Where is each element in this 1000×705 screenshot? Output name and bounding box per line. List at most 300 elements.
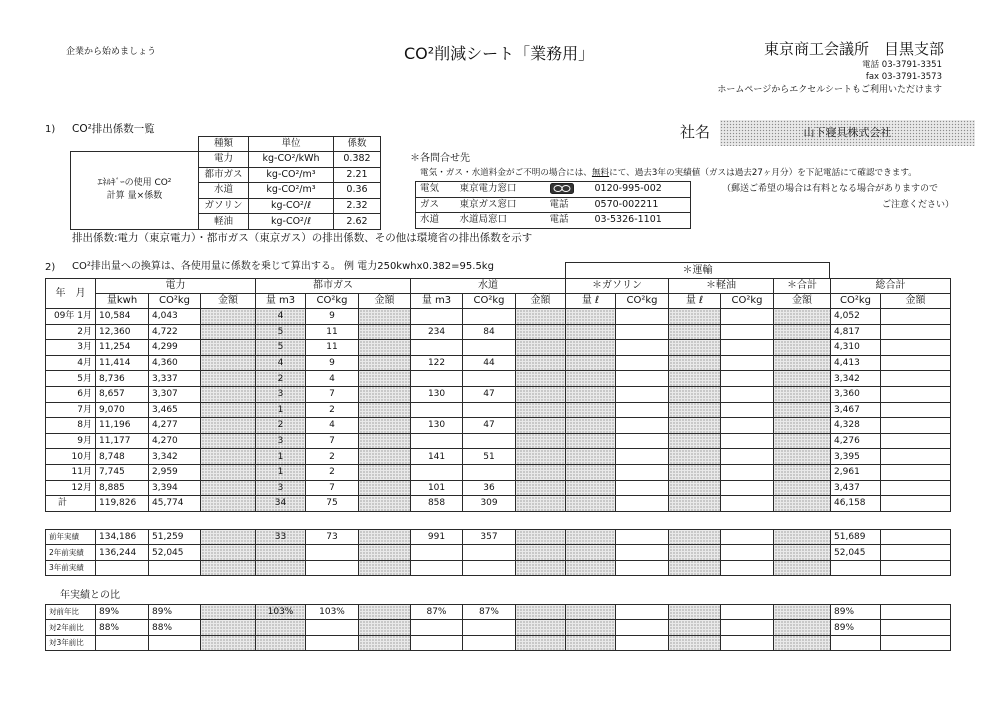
cell-grand-total-amount	[881, 386, 951, 402]
factor-value: 2.32	[334, 198, 381, 214]
factor-unit: kg-CO²/ℓ	[249, 198, 334, 214]
cell-diesel-liter	[669, 371, 721, 387]
month-row	[46, 355, 951, 371]
cell-water-m3	[411, 402, 463, 418]
cell-gasoline-liter	[566, 496, 616, 512]
cell-water-amount	[516, 480, 566, 496]
cell-electric-kwh: 8,736	[96, 371, 149, 387]
cell-water-co2	[463, 545, 516, 560]
cell-gas-m3	[256, 635, 306, 650]
cell-water-amount	[516, 418, 566, 434]
cell-water-co2	[463, 309, 516, 325]
transport-header: ＊運輸	[565, 262, 830, 279]
cell-transport-total-amount	[774, 545, 831, 560]
cell-gas-amount	[359, 433, 411, 449]
cell-electric-kwh: 11,177	[96, 433, 149, 449]
cell-gasoline-liter	[566, 605, 616, 620]
cell-diesel-co2	[721, 480, 774, 496]
cell-electric-kwh: 11,196	[96, 418, 149, 434]
cell-water-m3: 87%	[411, 605, 463, 620]
cell-water-m3	[411, 371, 463, 387]
cell-diesel-liter	[669, 605, 721, 620]
cell-gas-m3: 33	[256, 530, 306, 545]
cell-gas-amount	[359, 449, 411, 465]
cell-gasoline-liter	[566, 402, 616, 418]
cell-gasoline-liter	[566, 635, 616, 650]
cell-grand-total-co2: 3,360	[831, 386, 881, 402]
cell-electric-amount	[201, 433, 256, 449]
factor-value: 2.62	[334, 214, 381, 230]
cell-electric-co2: 2,959	[149, 464, 201, 480]
cell-electric-amount	[201, 402, 256, 418]
section2-heading: CO²排出量への換算は、各使用量に係数を乗じて算出する。 例 電力250kwhx0.382=95.5kg	[72, 261, 494, 272]
cell-water-amount	[516, 433, 566, 449]
cell-water-amount	[516, 545, 566, 560]
ratio-row	[46, 635, 951, 650]
cell-grand-total-co2: 4,817	[831, 324, 881, 340]
cell-gas-co2: 103%	[306, 605, 359, 620]
cell-electric-amount	[201, 355, 256, 371]
cell-diesel-co2	[721, 530, 774, 545]
cell-water-co2	[463, 402, 516, 418]
cell-electric-co2: 4,043	[149, 309, 201, 325]
cell-electric-amount	[201, 464, 256, 480]
cell-transport-total-amount	[774, 464, 831, 480]
cell-electric-amount	[201, 620, 256, 635]
cell-electric-kwh	[96, 560, 149, 575]
cell-diesel-co2	[721, 324, 774, 340]
cell-grand-total-amount	[881, 480, 951, 496]
cell-electric-kwh: 8,748	[96, 449, 149, 465]
month-row	[46, 386, 951, 402]
cell-water-co2: 357	[463, 530, 516, 545]
cell-grand-total-co2: 46,158	[831, 496, 881, 512]
cell-gas-amount	[359, 560, 411, 575]
cell-gas-co2	[306, 545, 359, 560]
organization-name: 東京商工会議所 目黒支部	[764, 40, 945, 58]
cell-diesel-liter	[669, 620, 721, 635]
cell-gas-amount	[359, 605, 411, 620]
cell-transport-total-amount	[774, 324, 831, 340]
cell-gas-amount	[359, 620, 411, 635]
cell-transport-total-amount	[774, 433, 831, 449]
cell-water-m3	[411, 433, 463, 449]
cell-gas-co2: 7	[306, 433, 359, 449]
cell-gasoline-co2	[616, 560, 669, 575]
cell-gas-m3: 4	[256, 355, 306, 371]
cell-transport-total-amount	[774, 402, 831, 418]
cell-electric-co2: 4,722	[149, 324, 201, 340]
subheader-water-co2: CO²kg	[463, 294, 516, 309]
cell-gas-m3	[256, 545, 306, 560]
cell-electric-amount	[201, 386, 256, 402]
contact-tel-label: 電話	[546, 213, 591, 229]
cell-gasoline-liter	[566, 324, 616, 340]
month-row	[46, 418, 951, 434]
month-row-label: 10月	[46, 449, 96, 465]
subheader-gas-co2: CO²kg	[306, 294, 359, 309]
factor-type: 水道	[199, 183, 249, 199]
cell-grand-total-co2: 89%	[831, 620, 881, 635]
cell-gasoline-liter	[566, 309, 616, 325]
cell-gasoline-liter	[566, 545, 616, 560]
cell-water-co2: 51	[463, 449, 516, 465]
cell-gas-amount	[359, 371, 411, 387]
cell-electric-co2: 3,342	[149, 449, 201, 465]
cell-diesel-co2	[721, 355, 774, 371]
cell-diesel-liter	[669, 309, 721, 325]
cell-gas-m3: 1	[256, 449, 306, 465]
factor-value: 0.382	[334, 152, 381, 168]
cell-gas-m3: 1	[256, 464, 306, 480]
month-row-label: 6月	[46, 386, 96, 402]
cell-diesel-co2	[721, 418, 774, 434]
contact-desk: 東京電力窓口	[456, 182, 546, 198]
cell-gas-co2: 9	[306, 309, 359, 325]
grand-total-header: 総合計	[831, 279, 951, 294]
cell-electric-kwh: 7,745	[96, 464, 149, 480]
cell-diesel-co2	[721, 371, 774, 387]
cell-grand-total-co2: 4,413	[831, 355, 881, 371]
cell-gas-co2: 7	[306, 386, 359, 402]
cell-gasoline-co2	[616, 402, 669, 418]
organization-phone: 電話 03-3791-3351	[862, 60, 942, 70]
contact-number: 0120-995-002	[591, 182, 691, 198]
cell-water-co2: 84	[463, 324, 516, 340]
cell-gas-co2: 2	[306, 449, 359, 465]
cell-gas-m3: 103%	[256, 605, 306, 620]
month-row-label: 2月	[46, 324, 96, 340]
cell-gasoline-co2	[616, 530, 669, 545]
cell-electric-amount	[201, 545, 256, 560]
month-row-label: 9月	[46, 433, 96, 449]
cell-gasoline-co2	[616, 386, 669, 402]
cell-transport-total-amount	[774, 620, 831, 635]
cell-water-amount	[516, 449, 566, 465]
cell-grand-total-amount	[881, 464, 951, 480]
cell-gas-amount	[359, 464, 411, 480]
cell-electric-amount	[201, 418, 256, 434]
contact-tel-label: 電話	[546, 197, 591, 213]
cell-water-m3: 130	[411, 418, 463, 434]
cell-electric-co2	[149, 635, 201, 650]
contacts-intro-free: 無料	[591, 168, 610, 178]
cell-grand-total-amount	[881, 545, 951, 560]
cell-gas-co2: 4	[306, 418, 359, 434]
subheader-electric-co2: CO²kg	[149, 294, 201, 309]
cell-gas-co2: 4	[306, 371, 359, 387]
cell-gasoline-liter	[566, 449, 616, 465]
cell-gasoline-liter	[566, 480, 616, 496]
month-row	[46, 309, 951, 325]
month-row-label: 3月	[46, 340, 96, 356]
cell-gas-m3: 3	[256, 480, 306, 496]
cell-transport-total-amount	[774, 371, 831, 387]
cell-water-m3: 130	[411, 386, 463, 402]
cell-diesel-co2	[721, 402, 774, 418]
cell-electric-kwh: 9,070	[96, 402, 149, 418]
cell-electric-co2: 3,337	[149, 371, 201, 387]
cell-gasoline-co2	[616, 480, 669, 496]
cell-diesel-co2	[721, 605, 774, 620]
postal-note-line2: ご注意ください）	[882, 200, 955, 210]
cell-electric-amount	[201, 480, 256, 496]
month-row	[46, 402, 951, 418]
cell-gasoline-liter	[566, 530, 616, 545]
cell-gas-co2	[306, 620, 359, 635]
cell-gas-amount	[359, 418, 411, 434]
year-month-header: 年 月	[46, 279, 96, 309]
col-type-header: 種類	[199, 137, 249, 152]
cell-water-amount	[516, 340, 566, 356]
cell-gasoline-liter	[566, 355, 616, 371]
cell-electric-co2: 3,394	[149, 480, 201, 496]
cell-diesel-co2	[721, 340, 774, 356]
website-note: ホームページからエクセルシートもご利用いただけます	[717, 85, 942, 95]
company-name: 山下寝具株式会社	[803, 126, 892, 139]
cell-water-amount	[516, 355, 566, 371]
cell-gas-m3: 5	[256, 340, 306, 356]
cell-water-amount	[516, 530, 566, 545]
cell-water-m3: 101	[411, 480, 463, 496]
ratio-row	[46, 605, 951, 620]
contact-service: 電気	[416, 182, 456, 198]
cell-grand-total-co2: 52,045	[831, 545, 881, 560]
col-coef-header: 係数	[334, 137, 381, 152]
cell-electric-co2: 4,299	[149, 340, 201, 356]
cell-diesel-liter	[669, 340, 721, 356]
ratio-row	[46, 620, 951, 635]
contacts-intro	[420, 169, 917, 179]
cell-gas-m3: 2	[256, 418, 306, 434]
cell-water-amount	[516, 386, 566, 402]
cell-electric-co2: 4,277	[149, 418, 201, 434]
cell-water-m3: 858	[411, 496, 463, 512]
cell-gasoline-liter	[566, 386, 616, 402]
cell-transport-total-amount	[774, 418, 831, 434]
contacts-intro-after: にて、過去3年の実績値（ガスは過去27ヶ月分）を下記電話にて確認できます。	[609, 168, 917, 178]
cell-gas-amount	[359, 309, 411, 325]
cell-gasoline-liter	[566, 433, 616, 449]
cell-transport-total-amount	[774, 340, 831, 356]
cell-diesel-co2	[721, 496, 774, 512]
cell-diesel-co2	[721, 309, 774, 325]
subheader-grand-total-co2: CO²kg	[831, 294, 881, 309]
cell-electric-co2	[149, 560, 201, 575]
cell-diesel-co2	[721, 545, 774, 560]
emission-factor-table	[70, 136, 381, 230]
cell-grand-total-amount	[881, 496, 951, 512]
cell-gasoline-co2	[616, 340, 669, 356]
cell-gas-amount	[359, 496, 411, 512]
cell-water-co2	[463, 371, 516, 387]
past-row-label: 前年実績	[46, 530, 96, 545]
cell-electric-co2: 4,360	[149, 355, 201, 371]
cell-electric-amount	[201, 560, 256, 575]
subheader-diesel-co2: CO²kg	[721, 294, 774, 309]
cell-diesel-liter	[669, 386, 721, 402]
cell-grand-total-co2: 4,276	[831, 433, 881, 449]
organization-fax: fax 03-3791-3573	[865, 72, 942, 82]
cell-electric-amount	[201, 496, 256, 512]
cell-gas-co2: 9	[306, 355, 359, 371]
cell-gasoline-liter	[566, 560, 616, 575]
factor-type: 電力	[199, 152, 249, 168]
cell-gas-m3: 2	[256, 371, 306, 387]
cell-transport-total-amount	[774, 449, 831, 465]
cell-electric-kwh: 119,826	[96, 496, 149, 512]
contacts-heading: ＊各問合せ先	[410, 153, 470, 164]
factor-type: ガソリン	[199, 198, 249, 214]
blank-corner	[71, 137, 199, 152]
cell-grand-total-amount	[881, 309, 951, 325]
month-row-label: 09年 1月	[46, 309, 96, 325]
calc-method-line2: 計算 量×係数	[106, 191, 163, 202]
cell-diesel-co2	[721, 433, 774, 449]
ratio-heading: 年実績との比	[60, 590, 120, 601]
cell-gas-m3: 1	[256, 402, 306, 418]
page-title: CO²削減シート「業務用」	[404, 44, 595, 63]
cell-gasoline-liter	[566, 620, 616, 635]
factor-unit: kg-CO²/m³	[249, 183, 334, 199]
cell-diesel-liter	[669, 433, 721, 449]
subheader-grand-total-amount: 金額	[881, 294, 951, 309]
cell-electric-kwh: 8,657	[96, 386, 149, 402]
cell-electric-kwh: 134,186	[96, 530, 149, 545]
section1-heading: CO²排出係数一覧	[72, 123, 155, 135]
cell-diesel-co2	[721, 386, 774, 402]
cell-water-m3	[411, 635, 463, 650]
cell-grand-total-co2: 3,342	[831, 371, 881, 387]
cell-grand-total-amount	[881, 635, 951, 650]
diesel-header: ＊軽油	[669, 279, 774, 294]
cell-grand-total-amount	[881, 355, 951, 371]
ratio-row-label: 対前年比	[46, 605, 96, 620]
cell-grand-total-amount	[881, 340, 951, 356]
cell-gas-co2	[306, 560, 359, 575]
cell-gasoline-co2	[616, 355, 669, 371]
cell-electric-kwh	[96, 635, 149, 650]
cell-water-m3	[411, 340, 463, 356]
cell-gas-amount	[359, 402, 411, 418]
subheader-gas-m3: 量 m3	[256, 294, 306, 309]
cell-electric-co2: 88%	[149, 620, 201, 635]
cell-water-m3	[411, 464, 463, 480]
cell-gasoline-liter	[566, 464, 616, 480]
ratio-row-label: 対3年前比	[46, 635, 96, 650]
cell-diesel-liter	[669, 545, 721, 560]
cell-gasoline-co2	[616, 620, 669, 635]
cell-water-co2	[463, 560, 516, 575]
past-row	[46, 560, 951, 575]
cell-grand-total-amount	[881, 433, 951, 449]
month-row-label: 8月	[46, 418, 96, 434]
cell-grand-total-co2: 89%	[831, 605, 881, 620]
cell-grand-total-co2: 51,689	[831, 530, 881, 545]
cell-water-co2: 309	[463, 496, 516, 512]
contacts-table	[415, 181, 691, 229]
cell-diesel-co2	[721, 449, 774, 465]
cell-gasoline-co2	[616, 605, 669, 620]
cell-water-co2: 44	[463, 355, 516, 371]
cell-electric-kwh: 89%	[96, 605, 149, 620]
cell-grand-total-co2: 4,328	[831, 418, 881, 434]
cell-gas-co2	[306, 635, 359, 650]
subheader-transport-amount: 金額	[774, 294, 831, 309]
cell-diesel-co2	[721, 464, 774, 480]
cell-gas-amount	[359, 324, 411, 340]
cell-electric-amount	[201, 530, 256, 545]
cell-water-amount	[516, 371, 566, 387]
cell-electric-kwh: 88%	[96, 620, 149, 635]
cell-electric-co2: 51,259	[149, 530, 201, 545]
cell-diesel-liter	[669, 418, 721, 434]
cell-transport-total-amount	[774, 605, 831, 620]
cell-diesel-liter	[669, 530, 721, 545]
cell-diesel-liter	[669, 560, 721, 575]
subheader-gasoline-co2: CO²kg	[616, 294, 669, 309]
month-row	[46, 464, 951, 480]
cell-gas-amount	[359, 635, 411, 650]
cell-grand-total-amount	[881, 418, 951, 434]
cell-electric-amount	[201, 635, 256, 650]
past-row-label: 3年前実績	[46, 560, 96, 575]
cell-water-amount	[516, 496, 566, 512]
cell-water-co2	[463, 464, 516, 480]
cell-gasoline-liter	[566, 340, 616, 356]
factor-unit: kg-CO²/kWh	[249, 152, 334, 168]
cell-electric-kwh: 8,885	[96, 480, 149, 496]
water-header: 水道	[411, 279, 566, 294]
cell-electric-co2: 89%	[149, 605, 201, 620]
monthly-emissions-table	[45, 278, 951, 512]
cell-diesel-co2	[721, 620, 774, 635]
month-row-label: 11月	[46, 464, 96, 480]
cell-water-amount	[516, 605, 566, 620]
cell-water-m3	[411, 620, 463, 635]
cell-gasoline-co2	[616, 449, 669, 465]
cell-gas-amount	[359, 545, 411, 560]
month-row	[46, 496, 951, 512]
cell-gasoline-co2	[616, 545, 669, 560]
transport-total-header: ＊合計	[774, 279, 831, 294]
company-label: 社名	[680, 123, 711, 141]
cell-grand-total-co2: 2,961	[831, 464, 881, 480]
cell-gas-m3	[256, 620, 306, 635]
contact-service: ガス	[416, 197, 456, 213]
cell-gas-m3: 5	[256, 324, 306, 340]
cell-diesel-liter	[669, 449, 721, 465]
col-unit-header: 単位	[249, 137, 334, 152]
cell-electric-kwh: 12,360	[96, 324, 149, 340]
cell-water-co2: 47	[463, 386, 516, 402]
section1-number: 1)	[45, 124, 56, 135]
cell-electric-co2: 3,307	[149, 386, 201, 402]
month-row	[46, 340, 951, 356]
cell-water-co2	[463, 635, 516, 650]
cell-gasoline-co2	[616, 433, 669, 449]
postal-note-line1: （郵送ご希望の場合は有料となる場合がありますので	[722, 184, 939, 194]
cell-transport-total-amount	[774, 496, 831, 512]
cell-diesel-liter	[669, 464, 721, 480]
month-row	[46, 433, 951, 449]
cell-water-m3	[411, 560, 463, 575]
cell-diesel-liter	[669, 480, 721, 496]
cell-grand-total-co2: 3,437	[831, 480, 881, 496]
cell-gas-amount	[359, 480, 411, 496]
month-row	[46, 371, 951, 387]
past-row	[46, 545, 951, 560]
